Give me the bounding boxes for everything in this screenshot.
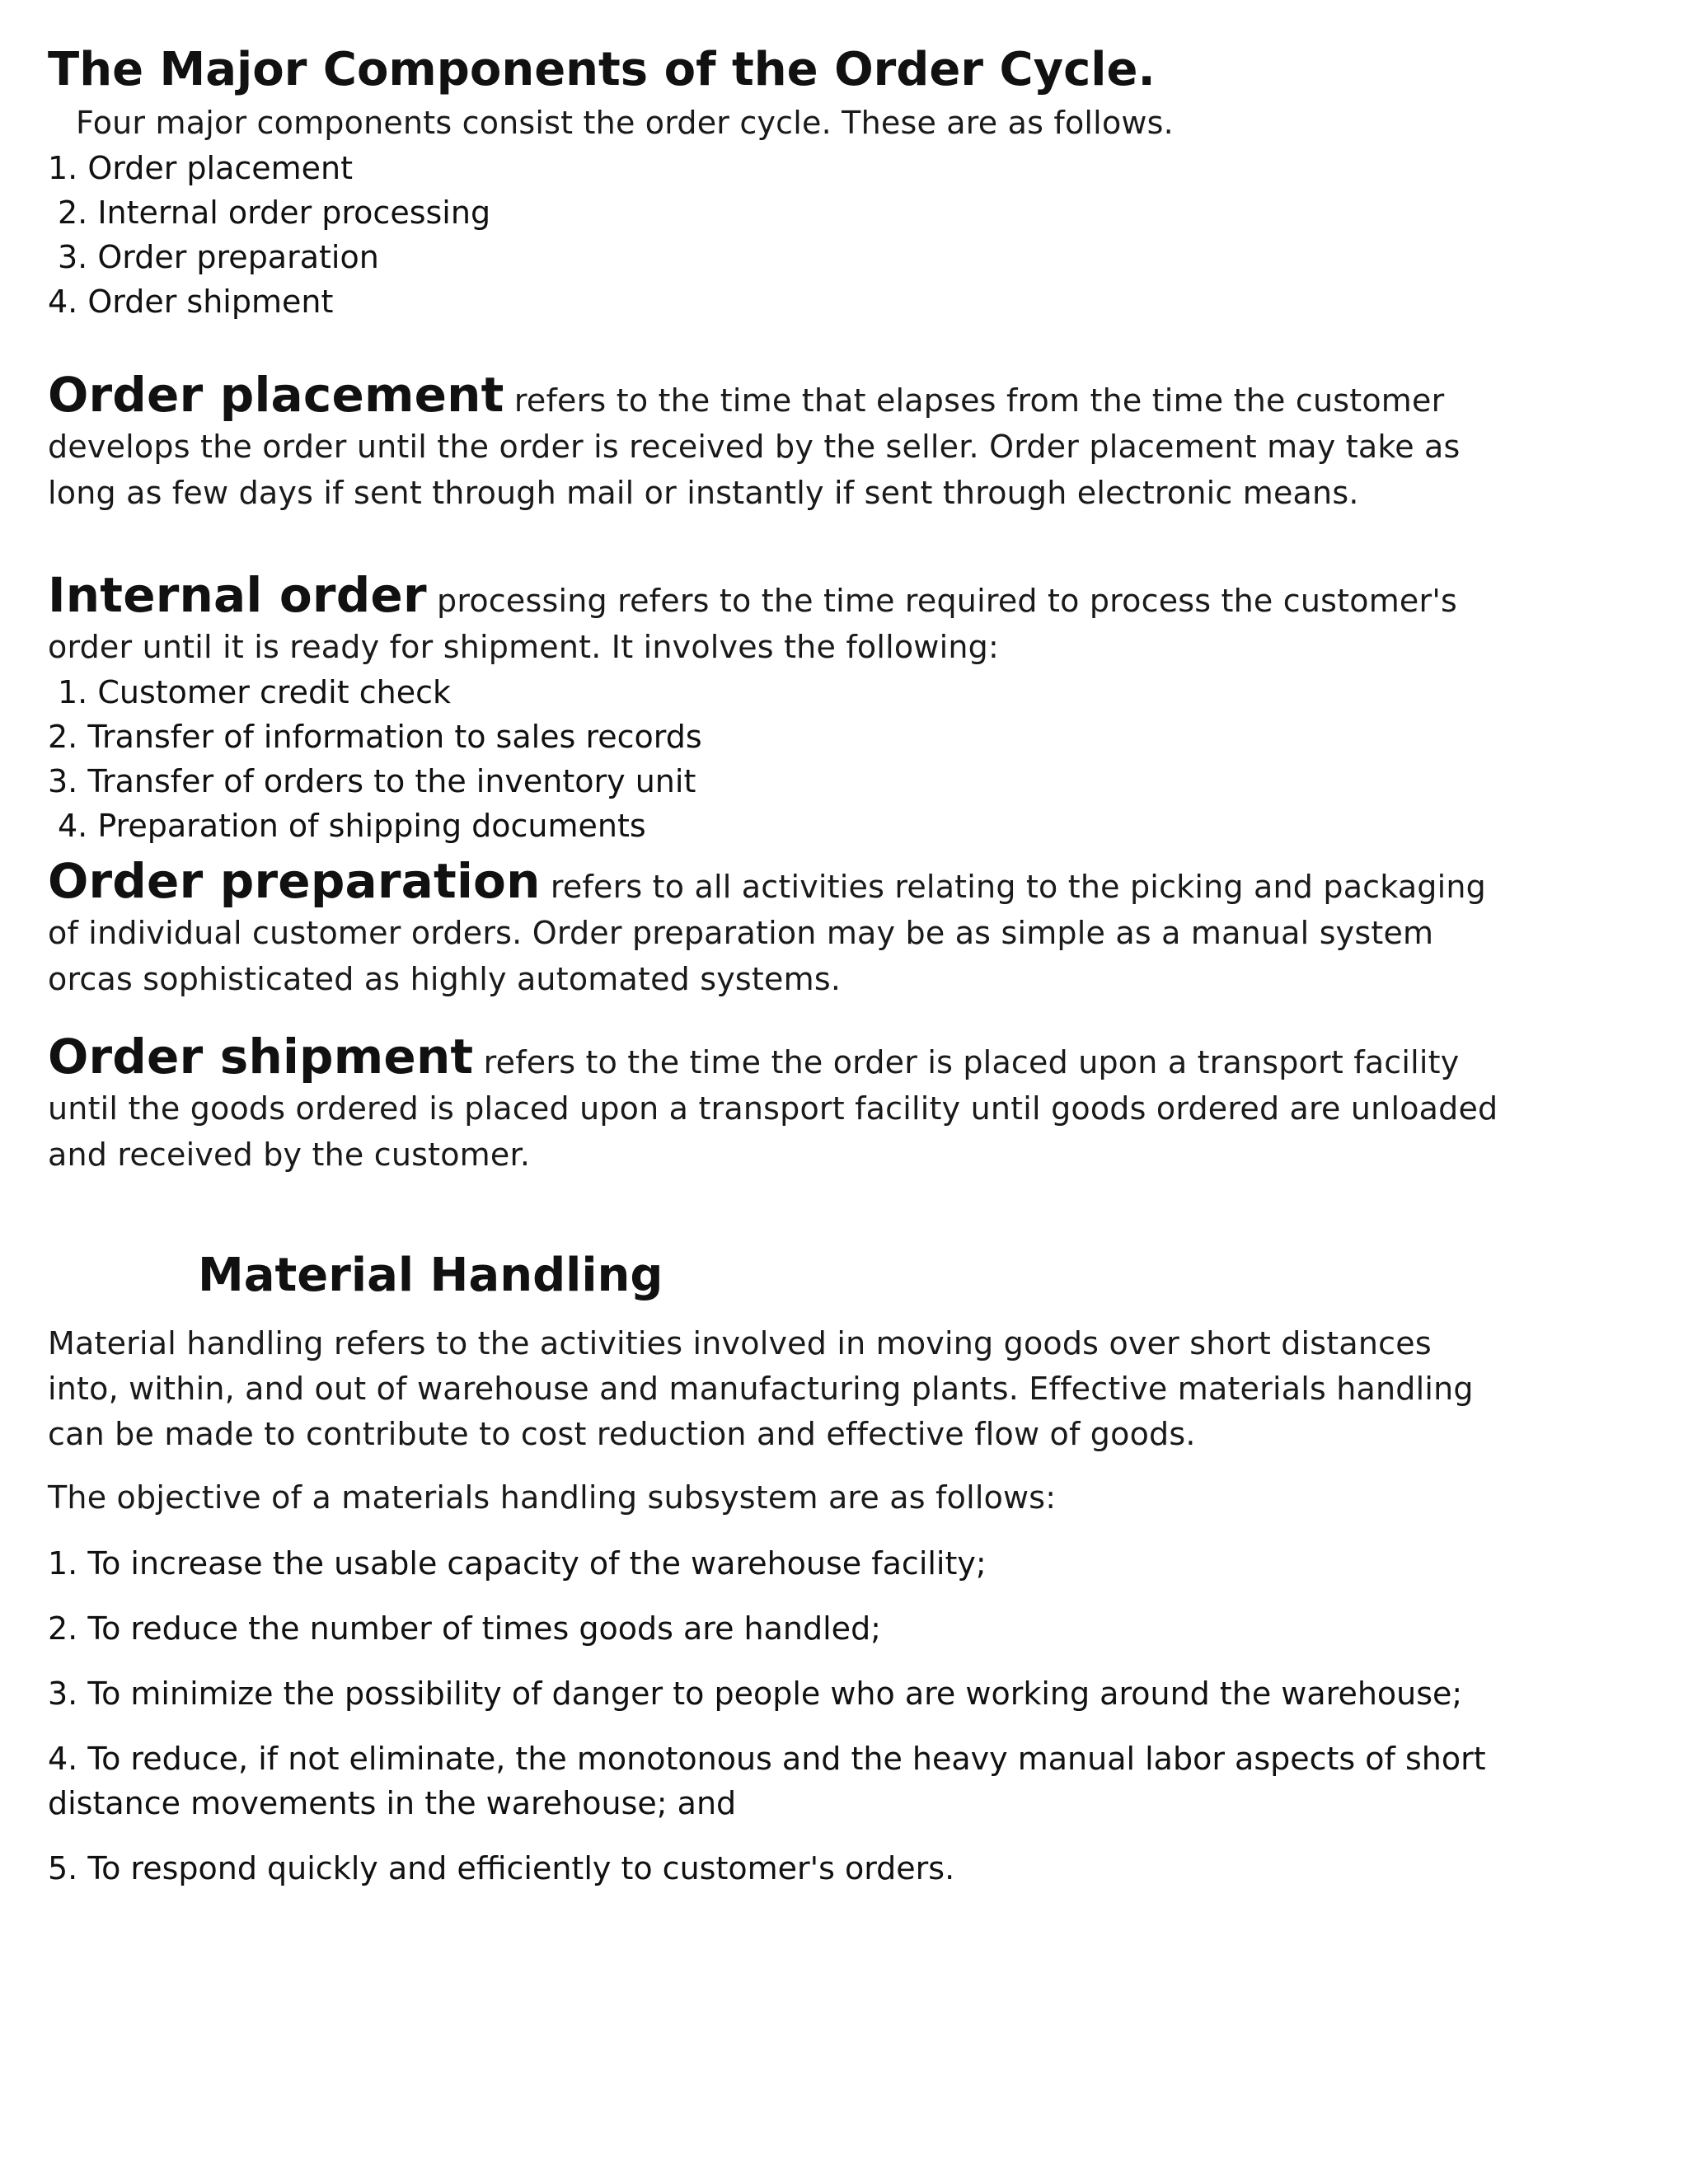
document-page bbox=[48, 40, 1498, 1891]
internal-order-paragraph bbox=[48, 567, 1498, 670]
list-item: 2. To reduce the number of times goods are handled; bbox=[48, 1610, 881, 1647]
list-item: 3. Transfer of orders to the inventory unit bbox=[48, 763, 696, 799]
order-shipment-paragraph bbox=[48, 1029, 1498, 1178]
order-preparation-paragraph bbox=[48, 853, 1498, 1002]
order-preparation-term: Order preparation bbox=[48, 853, 541, 909]
order-shipment-text: refers to the time the order is placed upon a transport facility until the goods ordered is placed upon a transport facility until goods ordered are unloaded and received by the customer. bbox=[48, 1044, 1498, 1173]
objectives-list bbox=[48, 1541, 1498, 1891]
components-list bbox=[48, 146, 1498, 324]
list-item: 4. Order shipment bbox=[48, 284, 334, 320]
list-item: 1. Order placement bbox=[48, 150, 354, 186]
order-placement-text: refers to the time that elapses from the time the customer develops the order until the order is received by the seller. Order placement may take as long as few days if sent through mail or instantly if sent through electronic means. bbox=[48, 382, 1461, 511]
section-internal-order bbox=[48, 567, 1498, 848]
order-placement-term: Order placement bbox=[48, 367, 504, 423]
list-item: 4. To reduce, if not eliminate, the monotonous and the heavy manual labor aspects of short distance movements in the warehouse; and bbox=[48, 1741, 1486, 1821]
order-placement-paragraph bbox=[48, 367, 1498, 516]
objective-intro: The objective of a materials handling subsystem are as follows: bbox=[48, 1479, 1057, 1516]
material-handling-paragraph: Material handling refers to the activities involved in moving goods over short distances into, within, and out of warehouse and manufacturing plants. Effective materials handling can be made to contribute to cost reduction and effective flow of goods. bbox=[48, 1325, 1474, 1452]
list-item: 3. To minimize the possibility of danger to people who are working around the warehouse; bbox=[48, 1675, 1463, 1712]
list-item: 1. Customer credit check bbox=[58, 674, 451, 710]
section-order-shipment bbox=[48, 1029, 1498, 1178]
list-item: 5. To respond quickly and efficiently to customer's orders. bbox=[48, 1850, 955, 1886]
internal-order-text: processing refers to the time required to process the customer's order until it is ready for shipment. It involves the following: bbox=[48, 583, 1457, 665]
list-item: 2. Internal order processing bbox=[58, 194, 491, 231]
list-item: 3. Order preparation bbox=[58, 239, 379, 275]
material-handling-heading: Material Handling bbox=[198, 1249, 663, 1302]
intro-text: Four major components consist the order cycle. These are as follows. bbox=[76, 105, 1174, 141]
order-shipment-term: Order shipment bbox=[48, 1029, 474, 1085]
list-item: 4. Preparation of shipping documents bbox=[58, 808, 646, 844]
order-preparation-text: refers to all activities relating to the picking and packaging of individual customer orders. Order preparation may be as simple as a manual system orcas sophisticated as highly automated systems. bbox=[48, 869, 1486, 997]
section-order-placement bbox=[48, 367, 1498, 516]
page-title: The Major Components of the Order Cycle. bbox=[48, 43, 1156, 96]
section-order-preparation bbox=[48, 853, 1498, 1002]
list-item: 2. Transfer of information to sales records bbox=[48, 719, 702, 755]
list-item: 1. To increase the usable capacity of the warehouse facility; bbox=[48, 1545, 987, 1582]
internal-order-term: Internal order bbox=[48, 567, 427, 623]
internal-order-steps bbox=[48, 670, 1498, 848]
